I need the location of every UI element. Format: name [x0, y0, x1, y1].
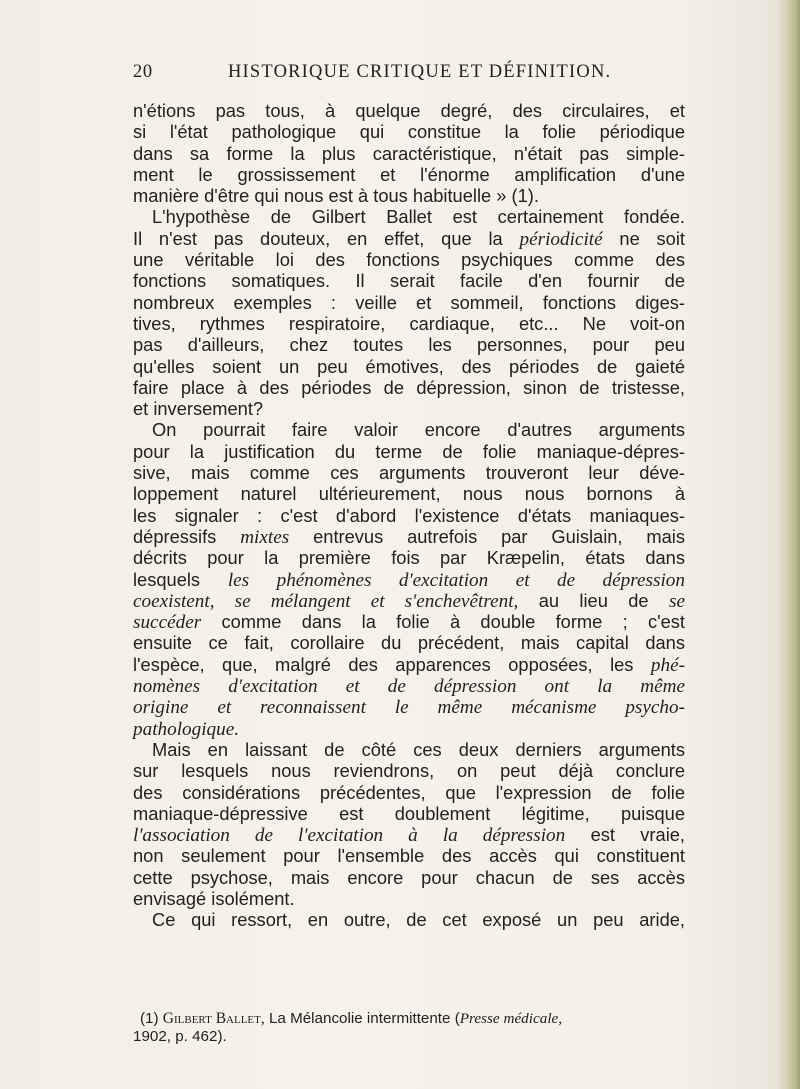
text-line: dépressifs mixtes entrevus autrefois par Guislain, mais	[133, 525, 685, 548]
text-line: les signaler : c'est d'abord l'existence d'états maniaques-	[133, 504, 685, 526]
text-line: dans sa forme la plus caractéristique, n'était pas simple-	[133, 142, 685, 164]
text-line: envisagé isolément.	[133, 887, 295, 909]
text-line: loppement naturel ultérieurement, nous nous bornons à	[133, 483, 685, 505]
footnote-line: (1) Gilbert Ballet, La Mélancolie intermittente (Presse médicale,	[140, 1010, 563, 1027]
italic-term: coexistent, se mélangent et s'enchevêtrent,	[133, 590, 519, 612]
footnote-journal: Presse médicale,	[459, 1010, 563, 1027]
text-line: l'association de l'excitation à la dépression est vraie,	[133, 824, 685, 847]
running-title: HISTORIQUE CRITIQUE ET DÉFINITION.	[228, 62, 612, 82]
italic-term: se	[669, 590, 685, 612]
footnote-line: 1902, p. 462).	[133, 1028, 227, 1045]
text-line: pas d'ailleurs, chez toutes les personnes, pour peu	[133, 334, 685, 356]
italic-term: les phénomènes d'excitation et de dépression	[227, 569, 685, 591]
italic-term: mixtes	[240, 526, 290, 548]
text-line: et inversement?	[133, 398, 264, 420]
text-line: ment le grossissement et l'énorme amplification d'une	[133, 163, 685, 185]
text-line: maniaque-dépressive est doublement légitime, puisque	[133, 802, 685, 824]
text-line: sur lesquels nous reviendrons, on peut déjà conclure	[133, 760, 685, 782]
page-header	[133, 62, 773, 88]
text-line	[133, 675, 685, 696]
text-line: Il n'est pas douteux, en effet, que la périodicité ne soit	[133, 227, 685, 250]
text-line: fonctions somatiques. Il serait facile d'en fournir de	[133, 270, 685, 292]
text-line: faire place à des périodes de dépression, sinon de tristesse,	[133, 376, 685, 398]
text-line: tives, rythmes respiratoire, cardiaque, etc... Ne voit-on	[133, 312, 685, 334]
footnote-number: (1)	[140, 1010, 159, 1027]
italic-term: origine et reconnaissent le même mécanisme psycho-	[133, 697, 685, 719]
page-number: 20	[133, 62, 153, 82]
text-line: ensuite ce fait, corollaire du précédent, mais capital dans	[133, 632, 685, 654]
page-edge-shadow	[778, 0, 800, 1089]
text-line	[133, 718, 685, 739]
text-line: lesquels les phénomènes d'excitation et de dépression	[133, 568, 685, 591]
text-line: L'hypothèse de Gilbert Ballet est certainement fondée.	[152, 206, 685, 228]
text-line: cette psychose, mais encore pour chacun de ses accès	[133, 866, 685, 888]
footnote-author: Gilbert Ballet,	[162, 1010, 265, 1027]
text-line: l'espèce, que, malgré des apparences opposées, les phé-	[133, 653, 685, 676]
text-line: si l'état pathologique qui constitue la folie périodique	[133, 121, 685, 143]
text-line: On pourrait faire valoir encore d'autres arguments	[152, 419, 685, 441]
text-line: une véritable loi des fonctions psychiques comme des	[133, 249, 685, 271]
italic-term: succéder	[133, 612, 202, 634]
text-line: Mais en laissant de côté ces deux derniers arguments	[152, 738, 685, 760]
text-line: sive, mais comme ces arguments trouveront leur déve-	[133, 462, 685, 484]
text-line: non seulement pour l'ensemble des accès qui constituent	[133, 845, 685, 867]
text-line: pour la justification du terme de folie maniaque-dépres-	[133, 440, 685, 462]
italic-term: nomènes d'excitation et de dépression ont la même	[133, 676, 685, 698]
body-text	[133, 100, 685, 931]
italic-term: l'association de l'excitation à la dépression	[133, 825, 566, 847]
text-line: manière d'être qui nous est à tous habituelle » (1).	[133, 185, 539, 207]
italic-term: pathologique.	[133, 718, 240, 740]
text-line: succéder comme dans la folie à double forme ; c'est	[133, 611, 685, 634]
italic-term: phé-	[650, 654, 685, 676]
text-line: qu'elles soient un peu émotives, des périodes de gaieté	[133, 355, 685, 377]
footnote	[133, 1010, 685, 1046]
text-line	[133, 696, 685, 717]
text-line: des considérations précédentes, que l'expression de folie	[133, 781, 685, 803]
text-line: nombreux exemples : veille et sommeil, fonctions diges-	[133, 291, 685, 313]
italic-term: périodicité	[519, 228, 603, 250]
text-line: Ce qui ressort, en outre, de cet exposé un peu aride,	[152, 909, 685, 931]
text-line: décrits pour la première fois par Kræpelin, états dans	[133, 547, 685, 569]
text-line: coexistent, se mélangent et s'enchevêtrent, au lieu de se	[133, 589, 685, 612]
text-line: n'étions pas tous, à quelque degré, des circulaires, et	[133, 100, 685, 121]
